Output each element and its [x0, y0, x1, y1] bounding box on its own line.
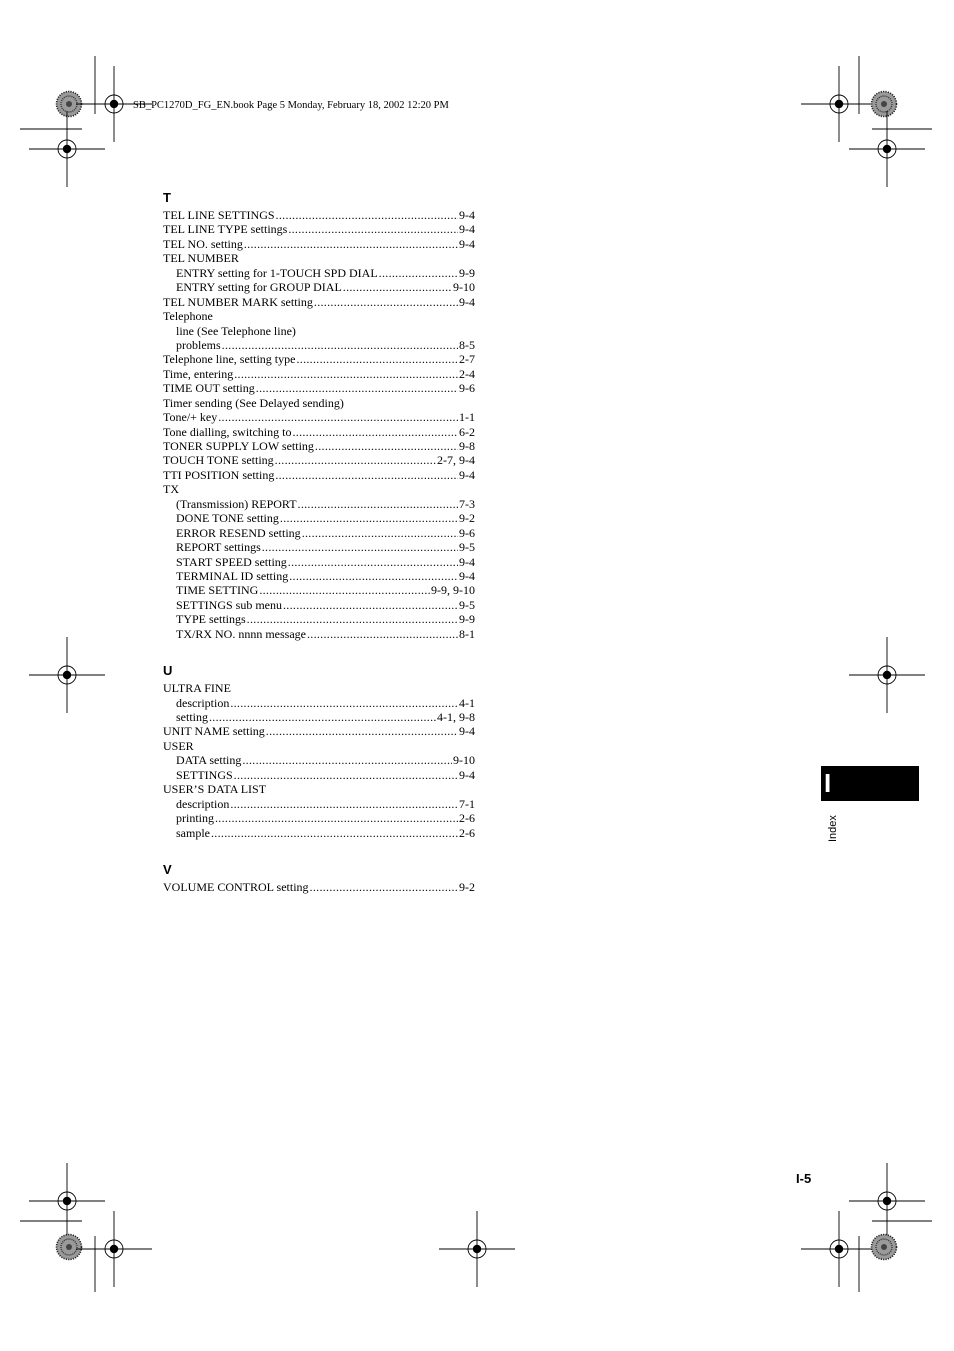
- leader-dots: [315, 439, 458, 453]
- index-entry: [163, 367, 475, 381]
- index-term: Timer sending (See Delayed sending): [163, 395, 344, 410]
- index-term: USER’S DATA LIST: [163, 782, 267, 797]
- index-term: ULTRA FINE: [163, 681, 231, 696]
- index-term: TIME SETTING: [176, 583, 259, 598]
- index-entry: [163, 782, 475, 796]
- index-term: setting: [176, 710, 208, 724]
- index-term: line (See Telephone line): [176, 323, 296, 338]
- leader-dots: [230, 797, 458, 811]
- index-page-ref: 9-8: [459, 439, 475, 453]
- index-entry: [163, 540, 475, 554]
- index-term: Telephone line, setting type: [163, 352, 296, 367]
- leader-dots: [292, 425, 458, 439]
- index-entry: [163, 569, 475, 583]
- index-page-ref: 4-1: [459, 695, 475, 710]
- section-letter: U: [163, 663, 173, 679]
- index-entry: [163, 696, 475, 710]
- index-entry: [163, 612, 475, 626]
- index-term: ENTRY setting for GROUP DIAL: [176, 280, 342, 295]
- index-term: TEL LINE SETTINGS: [163, 208, 275, 222]
- section-tab-label: Index: [827, 815, 839, 842]
- index-term: USER: [163, 738, 194, 753]
- section-letter: V: [163, 861, 172, 877]
- index-term: Tone/+ key: [163, 410, 218, 425]
- index-term: UNIT NAME setting: [163, 724, 265, 739]
- index-term: DATA setting: [176, 753, 242, 768]
- index-page-ref: 8-5: [459, 337, 475, 352]
- index-entry: [163, 453, 475, 467]
- index-entry: [163, 555, 475, 569]
- index-entry: [163, 511, 475, 525]
- bottom-left-marks: [20, 1163, 152, 1292]
- leader-dots: [247, 612, 458, 626]
- index-term: TEL NUMBER: [163, 251, 239, 266]
- leader-dots: [234, 768, 458, 782]
- index-entry: [163, 266, 475, 280]
- index-entry: [163, 338, 475, 352]
- index-term: REPORT settings: [176, 540, 261, 555]
- index-entry: [163, 381, 475, 395]
- leader-dots: [275, 453, 436, 467]
- leader-dots: [296, 352, 458, 366]
- index-entry: [163, 880, 475, 894]
- page-number: I-5: [796, 1171, 812, 1186]
- index-page-ref: 9-6: [459, 381, 475, 396]
- index-entry: [163, 439, 475, 453]
- index-entry: [163, 324, 475, 338]
- index-entry: [163, 222, 475, 236]
- leader-dots: [314, 295, 458, 309]
- index-term: sample: [176, 825, 210, 840]
- index-entry: [163, 710, 475, 724]
- index-page-ref: 8-1: [459, 626, 475, 641]
- leader-dots: [307, 627, 458, 641]
- top-left-marks: [20, 56, 152, 187]
- leader-dots: [343, 280, 452, 294]
- index-entry: [163, 627, 475, 641]
- index-term: START SPEED setting: [176, 554, 287, 569]
- index-entry: [163, 237, 475, 251]
- section-gap: [163, 641, 475, 661]
- index-entry: [163, 352, 475, 366]
- leader-dots: [276, 208, 458, 222]
- index-page-ref: 7-3: [459, 496, 475, 511]
- index-page-ref: 2-7: [459, 352, 475, 367]
- index-page-ref: 7-1: [459, 796, 475, 811]
- leader-dots: [310, 880, 458, 894]
- index-entry: [163, 598, 475, 612]
- index-page-ref: 9-4: [459, 222, 475, 237]
- index-term: TERMINAL ID setting: [176, 568, 289, 583]
- index-entry: [163, 724, 475, 738]
- index-page-ref: 9-2: [459, 879, 475, 894]
- bottom-right-marks: [801, 1163, 932, 1292]
- index-entry: [163, 826, 475, 840]
- index-page-ref: 9-10: [453, 280, 475, 295]
- leader-dots: [230, 696, 458, 710]
- index-page-ref: 9-5: [459, 597, 475, 612]
- index-term: (Transmission) REPORT: [176, 496, 297, 511]
- leader-dots: [266, 724, 458, 738]
- index-term: TOUCH TONE setting: [163, 453, 274, 468]
- leader-dots: [280, 511, 458, 525]
- index-entry: [163, 768, 475, 782]
- index-entry: [163, 410, 475, 424]
- leader-dots: [289, 569, 458, 583]
- index-entry: [163, 681, 475, 695]
- section-tab: [821, 766, 919, 801]
- index-term: TEL NUMBER MARK setting: [163, 294, 313, 309]
- leader-dots: [298, 497, 458, 511]
- index-term: TIME OUT setting: [163, 381, 255, 396]
- index-term: VOLUME CONTROL setting: [163, 879, 309, 894]
- index-page-ref: 2-6: [459, 825, 475, 840]
- leader-dots: [262, 540, 458, 554]
- index-term: TONER SUPPLY LOW setting: [163, 439, 314, 453]
- leader-dots: [283, 598, 458, 612]
- bottom-center-mark: [439, 1211, 515, 1287]
- leader-dots: [288, 555, 458, 569]
- leader-dots: [209, 710, 436, 724]
- index-term: Tone dialling, switching to: [163, 424, 292, 439]
- leader-dots: [218, 410, 458, 424]
- print-header-note: SB_PC1270D_FG_EN.book Page 5 Monday, February 18, 2002 12:20 PM: [133, 100, 449, 111]
- index-page-ref: 9-4: [459, 236, 475, 251]
- index-term: TEL LINE TYPE settings: [163, 222, 288, 237]
- index-entry: [163, 251, 475, 265]
- leader-dots: [259, 583, 430, 597]
- index-page-ref: 4-1, 9-8: [437, 710, 475, 724]
- leader-dots: [242, 753, 452, 767]
- index-entry: [163, 309, 475, 323]
- index-term: TTI POSITION setting: [163, 467, 275, 482]
- index-term: TX/RX NO. nnnn message: [176, 626, 306, 641]
- index-term: DONE TONE setting: [176, 511, 279, 526]
- index-entry: [163, 482, 475, 496]
- index-page-ref: 9-5: [459, 540, 475, 555]
- index-entry: [163, 797, 475, 811]
- index-entry: [163, 811, 475, 825]
- leader-dots: [211, 826, 458, 840]
- index-entry: [163, 526, 475, 540]
- index-page-ref: 9-4: [459, 467, 475, 482]
- index-entry: [163, 739, 475, 753]
- section-letter: T: [163, 190, 171, 205]
- index-page-ref: 9-4: [459, 568, 475, 583]
- index-column: [163, 188, 475, 894]
- index-page-ref: 9-9: [459, 265, 475, 280]
- index-page-ref: 6-2: [459, 424, 475, 439]
- leader-dots: [222, 338, 458, 352]
- section-tab-letter: I: [824, 768, 832, 798]
- leader-dots: [275, 468, 458, 482]
- index-page-ref: 9-4: [459, 767, 475, 782]
- index-page-ref: 9-4: [459, 294, 475, 309]
- index-entry: [163, 425, 475, 439]
- index-term: description: [176, 796, 230, 811]
- leader-dots: [379, 266, 458, 280]
- index-term: ERROR RESEND setting: [176, 525, 301, 540]
- index-entry: [163, 468, 475, 482]
- index-page-ref: 2-7, 9-4: [437, 453, 475, 468]
- index-page-ref: 1-1: [459, 410, 475, 425]
- leader-dots: [244, 237, 458, 251]
- index-page-ref: 2-6: [459, 811, 475, 826]
- index-page-ref: 9-4: [459, 724, 475, 739]
- index-page-ref: 9-2: [459, 511, 475, 526]
- index-entry: [163, 295, 475, 309]
- index-entry: [163, 583, 475, 597]
- index-page-ref: 9-9: [459, 612, 475, 627]
- leader-dots: [302, 526, 458, 540]
- index-term: Time, entering: [163, 366, 234, 381]
- index-page-ref: 9-6: [459, 525, 475, 540]
- index-term: SETTINGS sub menu: [176, 597, 282, 612]
- index-entry: [163, 396, 475, 410]
- index-page-ref: 9-10: [453, 753, 475, 768]
- index-page-ref: 9-4: [459, 208, 475, 222]
- leader-dots: [215, 811, 458, 825]
- index-page-ref: 2-4: [459, 366, 475, 381]
- index-entry: [163, 208, 475, 222]
- index-term: TYPE settings: [176, 612, 246, 627]
- index-term: ENTRY setting for 1-TOUCH SPD DIAL: [176, 265, 378, 280]
- index-entry: [163, 753, 475, 767]
- leader-dots: [234, 367, 458, 381]
- index-term: printing: [176, 811, 214, 826]
- index-term: description: [176, 695, 230, 710]
- index-page-ref: 9-9, 9-10: [431, 583, 475, 598]
- top-right-marks: [801, 56, 932, 187]
- index-term: problems: [176, 337, 221, 352]
- index-term: SETTINGS: [176, 767, 233, 782]
- leader-dots: [256, 381, 458, 395]
- index-page-ref: 9-4: [459, 554, 475, 569]
- index-entry: [163, 497, 475, 511]
- index-term: TX: [163, 482, 179, 497]
- leader-dots: [288, 222, 458, 236]
- section-gap: [163, 840, 475, 860]
- index-term: TEL NO. setting: [163, 236, 243, 251]
- index-term: Telephone: [163, 309, 213, 324]
- index-entry: [163, 280, 475, 294]
